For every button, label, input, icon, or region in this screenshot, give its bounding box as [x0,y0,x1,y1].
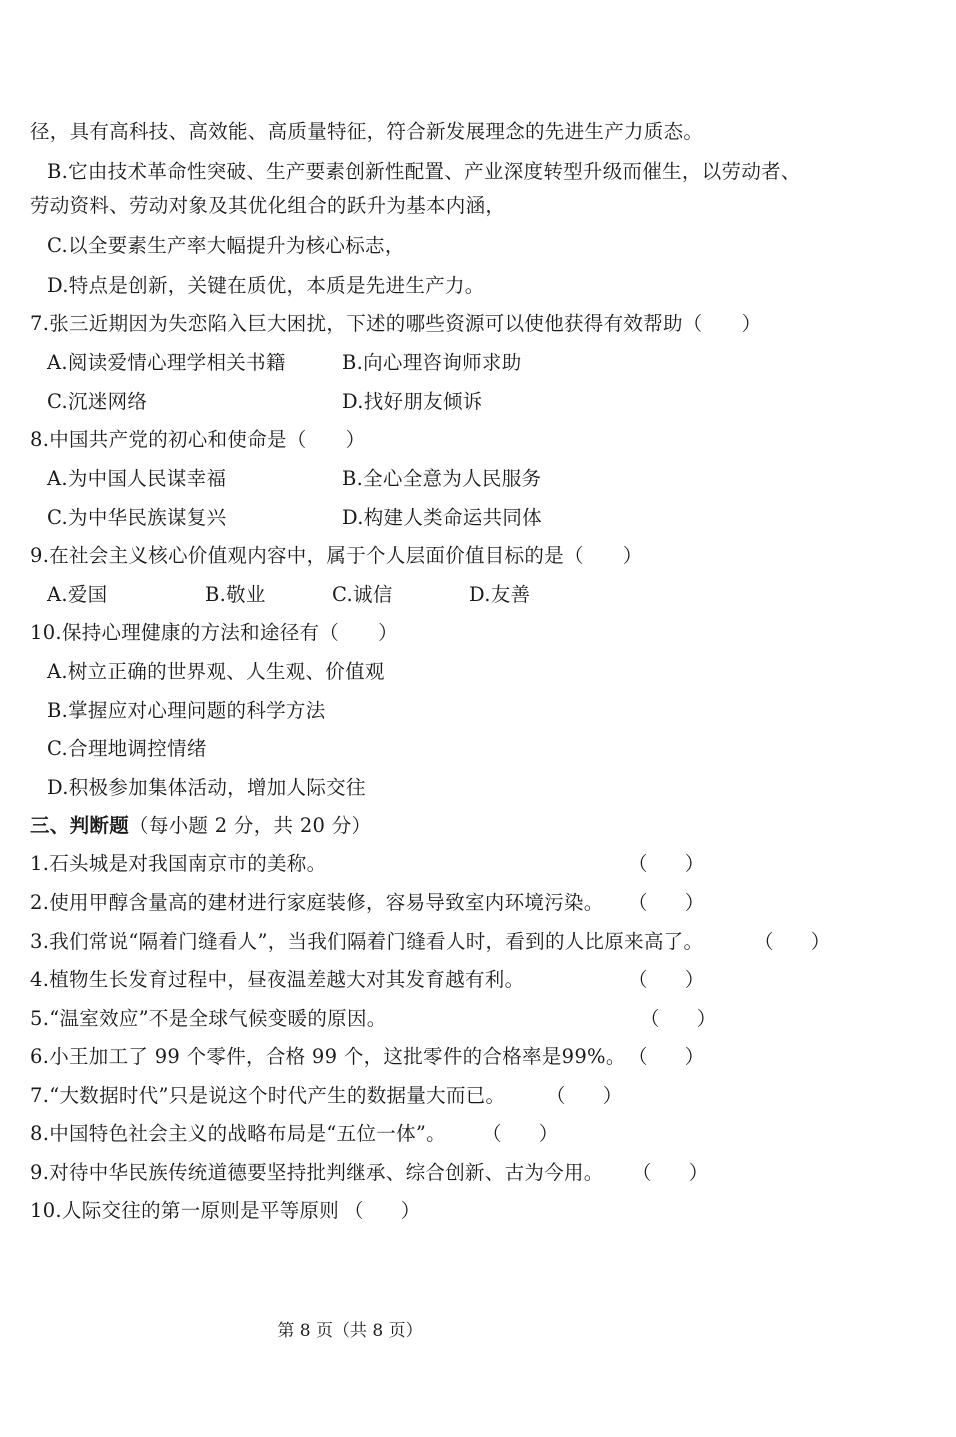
q8-option-a: A.为中国人民谋幸福 [47,467,227,490]
section3-title: 三、判断题 [30,814,130,837]
q7-option-d: D.找好朋友倾诉 [342,390,483,413]
q6-option-d: D.特点是创新，关键在质优，本质是先进生产力。 [47,274,485,297]
page-footer: 第 8 页（共 8 页） [277,1321,423,1341]
q6-option-c: C.以全要素生产率大幅提升为核心标志， [47,234,405,257]
judge-item-3: 3.我们常说“隔着门缝看人”，当我们隔着门缝看人时，看到的人比原来高了。 [30,930,704,953]
judge-item-8: 8.中国特色社会主义的战略布局是“五位一体”。 [30,1122,446,1145]
judge-item-2: 2.使用甲醇含量高的建材进行家庭装修，容易导致室内环境污染。 [30,891,604,914]
judge-item-3-answer-blank[interactable]: （ ） [754,930,831,953]
q10-stem: 10.保持心理健康的方法和途径有（ ） [30,621,398,644]
q8-stem: 8.中国共产党的初心和使命是（ ） [30,428,366,451]
judge-item-5: 5.“温室效应”不是全球气候变暖的原因。 [30,1007,387,1030]
judge-item-6: 6.小王加工了 99 个零件，合格 99 个，这批零件的合格率是99%。 [30,1045,626,1068]
q8-option-d: D.构建人类命运共同体 [342,506,542,529]
q6-option-a-continuation: 径，具有高科技、高效能、高质量特征，符合新发展理念的先进生产力质态。 [30,120,704,143]
q6-option-b-line2: 劳动资料、劳动对象及其优化组合的跃升为基本内涵， [30,194,506,217]
judge-item-9-answer-blank[interactable]: （ ） [632,1161,709,1184]
q10-option-c: C.合理地调控情绪 [47,737,207,760]
judge-item-7: 7.“大数据时代”只是说这个时代产生的数据量大而已。 [30,1084,506,1107]
q9-option-b: B.敬业 [205,583,266,606]
q8-option-c: C.为中华民族谋复兴 [47,506,227,529]
judge-item-5-answer-blank[interactable]: （ ） [640,1007,717,1030]
judge-item-10: 10.人际交往的第一原则是平等原则 [30,1199,340,1222]
judge-item-4-answer-blank[interactable]: （ ） [628,968,705,991]
section3-note: （每小题 2 分，共 20 分） [129,814,372,837]
q10-option-a: A.树立正确的世界观、人生观、价值观 [47,660,385,683]
judge-item-9: 9.对待中华民族传统道德要坚持批判继承、综合创新、古为今用。 [30,1161,604,1184]
q6-option-b-line1: B.它由技术革命性突破、生产要素创新性配置、产业深度转型升级而催生，以劳动者、 [47,160,801,183]
q7-option-c: C.沉迷网络 [47,390,148,413]
q9-stem: 9.在社会主义核心价值观内容中，属于个人层面价值目标的是（ ） [30,544,643,567]
judge-item-10-answer-blank[interactable]: （ ） [344,1199,421,1222]
q7-option-a: A.阅读爱情心理学相关书籍 [47,351,286,374]
judge-item-7-answer-blank[interactable]: （ ） [546,1084,623,1107]
judge-item-1: 1.石头城是对我国南京市的美称。 [30,852,327,875]
q7-stem: 7.张三近期因为失恋陷入巨大困扰，下述的哪些资源可以使他获得有效帮助（ ） [30,312,762,335]
q9-option-c: C.诚信 [332,583,393,606]
q9-option-d: D.友善 [469,583,531,606]
judge-item-1-answer-blank[interactable]: （ ） [628,852,705,875]
q10-option-d: D.积极参加集体活动，增加人际交往 [47,776,366,799]
q10-option-b: B.掌握应对心理问题的科学方法 [47,699,326,722]
q9-option-a: A.爱国 [47,583,108,606]
judge-item-6-answer-blank[interactable]: （ ） [628,1045,705,1068]
q8-option-b: B.全心全意为人民服务 [342,467,542,490]
judge-item-8-answer-blank[interactable]: （ ） [482,1122,559,1145]
judge-item-4: 4.植物生长发育过程中，昼夜温差越大对其发育越有利。 [30,968,525,991]
judge-item-2-answer-blank[interactable]: （ ） [628,891,705,914]
section3-heading [30,812,371,840]
q7-option-b: B.向心理咨询师求助 [342,351,522,374]
